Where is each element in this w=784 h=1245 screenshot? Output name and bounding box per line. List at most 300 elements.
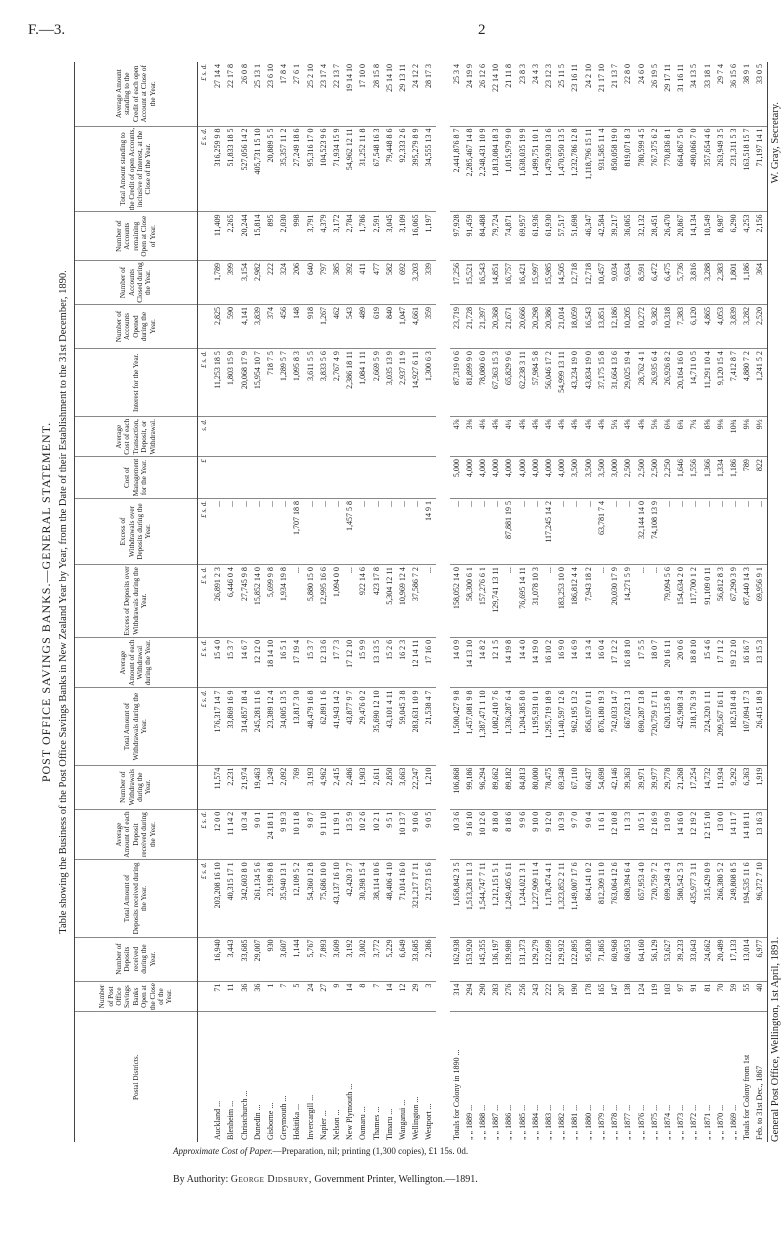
year-row (687, 62, 700, 1142)
year-row (450, 62, 463, 1142)
table-cell: 283 (489, 981, 502, 1012)
table-cell: 692 (396, 260, 409, 304)
table-cell: 2,767 4 9 (330, 349, 343, 417)
table-cell: 33,685 (409, 937, 422, 981)
table-cell: 20,867 (674, 212, 687, 260)
table-cell: 36 (251, 981, 264, 1012)
table-cell: 10,457 (595, 260, 608, 304)
table-cell: 364 (753, 260, 767, 304)
table-cell: 4,000 (502, 457, 515, 499)
table-cell: 6,363 (740, 765, 753, 809)
table-cell: 15 4 0 (211, 637, 224, 688)
table-cell: 10 3 9 (555, 809, 568, 860)
table-cell: 3,772 (370, 937, 383, 981)
table-cell: „ „ 1881 ... (570, 1104, 580, 1140)
table-cell: ... (277, 498, 290, 564)
table-cell: 40,315 17 1 (224, 860, 237, 937)
table-cell: 26,415 18 9 (753, 688, 767, 765)
table-cell: 590 (224, 305, 237, 349)
table-cell (277, 417, 290, 457)
table-cell: 435,977 3 11 (687, 860, 700, 937)
table-cell: 2,520 (753, 305, 767, 349)
table-cell: 9 0 4 (582, 809, 595, 860)
table-cell: 21 17 10 (595, 62, 608, 126)
printer-imprint (173, 1174, 478, 1185)
table-cell: 1,803 15 9 (224, 349, 237, 417)
table-cell: 10 12 6 (476, 809, 489, 860)
table-cell: 89,182 (502, 765, 515, 809)
table-cell: 4,000 (516, 457, 529, 499)
table-cell: 3,172 (330, 212, 343, 260)
table-cell: ... (224, 498, 237, 564)
table-cell: 207 (555, 981, 568, 1012)
table-cell: 5,736 (674, 260, 687, 304)
table-cell: ... (409, 498, 422, 564)
table-cell: 119 (648, 981, 661, 1012)
table-cell: £ s. d. (198, 498, 212, 564)
table-cell: 4,141 (238, 305, 251, 349)
table-cell: 84,813 (516, 765, 529, 809)
table-cell: 1,210 (422, 765, 435, 809)
imprint-suffix: Government Printer, Wellington.—1891. (314, 1174, 478, 1185)
table-cell: „ „ 1870 ... (715, 1104, 725, 1140)
table-cell: „ „ 1878 ... (610, 1104, 620, 1140)
table-cell: 1,300 6 3 (422, 349, 435, 417)
table-cell: 34,555 13 4 (422, 126, 435, 212)
table-cell: 664,867 5 0 (674, 126, 687, 212)
table-cell: 9½ (753, 417, 767, 457)
table-cell: 18 0 7 (648, 637, 661, 688)
table-cell: 29 13 11 (396, 62, 409, 126)
year-row (582, 62, 595, 1142)
table-cell: 9,292 (727, 765, 740, 809)
table-cell: 131,373 (516, 937, 529, 981)
table-cell: 10 13 7 (396, 809, 409, 860)
table-cell: Feb. to 31st Dec., 1867 (753, 1012, 767, 1142)
table-cell: 182,518 4 8 (727, 688, 740, 765)
table-cell: „ „ 1877 ... (623, 1104, 633, 1140)
table-cell: 876,180 19 3 (595, 688, 608, 765)
table-cell: 22 17 8 (224, 62, 237, 126)
table-cell: 10 3 4 (238, 809, 251, 860)
district-row (422, 62, 435, 1142)
table-cell: 3,282 (740, 305, 753, 349)
table-cell: 7 (277, 981, 290, 1012)
column-header: Number of Withdrawals during the Year. (75, 765, 198, 809)
table-cell: 12 0 0 (211, 809, 224, 860)
table-cell: 71,197 14 1 (753, 126, 767, 212)
district-row (409, 62, 422, 1142)
table-cell: 39,217 (608, 212, 621, 260)
table-cell: 42,146 (608, 765, 621, 809)
table-cell: 61,930 (542, 212, 555, 260)
table-cell: 1,638,035 19 9 (516, 126, 529, 212)
table-cell: 9 12 0 (542, 809, 555, 860)
table-cell: 840 (383, 305, 396, 349)
table-cell: ... (582, 498, 595, 564)
table-cell: 16,757 (502, 260, 515, 304)
table-cell (383, 417, 396, 457)
table-cell: 129,279 (529, 937, 542, 981)
table-cell: 59,045 3 8 (396, 688, 409, 765)
district-row (211, 62, 224, 1142)
table-cell: 39,233 (674, 937, 687, 981)
table-cell: 95,316 17 0 (304, 126, 317, 212)
table-cell: „ „ 1873 ... (676, 1104, 686, 1140)
table-cell: 60,968 (608, 937, 621, 981)
table-cell: 15,985 (542, 260, 555, 304)
table-cell: 14,711 0 5 (687, 349, 700, 417)
table-cell: 32,144 14 0 (635, 498, 648, 564)
table-cell: 4,661 (409, 305, 422, 349)
table-cell (290, 417, 303, 457)
table-cell: 55 (740, 981, 753, 1012)
table-cell: 24 6 0 (635, 62, 648, 126)
table-cell: 1,336,287 6 4 (502, 688, 515, 765)
table-cell: ... (687, 498, 700, 564)
table-cell: 5¼ (608, 417, 621, 457)
table-cell: 9,034 (608, 260, 621, 304)
table-cell: 1,227,909 11 4 (529, 860, 542, 937)
table-cell: 14 0 9 (450, 637, 463, 688)
table-cell: 17 11 2 (714, 637, 727, 688)
table-cell: 2,383 (714, 260, 727, 304)
table-cell: 489 (356, 305, 369, 349)
table-cell: 32,132 (635, 212, 648, 260)
table-cell: 26 0 8 (238, 62, 251, 126)
table-cell: 22 8 0 (621, 62, 634, 126)
table-cell: 79,094 5 6 (661, 565, 674, 638)
table-cell: 23 12 3 (542, 62, 555, 126)
table-cell: 243 (529, 981, 542, 1012)
table-cell: 106,868 (450, 765, 463, 809)
table-cell: 3,663 (396, 765, 409, 809)
table-cell: 17,254 (687, 765, 700, 809)
table-cell: 4,962 (317, 765, 330, 809)
table-cell: 10¾ (727, 417, 740, 457)
table-cell: ... (740, 498, 753, 564)
table-cell: 8 18 6 (502, 809, 515, 860)
column-header: Cost of Management for the Year. (75, 457, 198, 499)
table-cell: 67,290 3 9 (727, 565, 740, 638)
table-cell: 797 (317, 260, 330, 304)
table-cell: 7,412 8 7 (727, 349, 740, 417)
table-cell: 36 15 6 (727, 62, 740, 126)
table-cell: „ „ 1871 ... (702, 1104, 712, 1140)
table-cell: £ (198, 457, 212, 499)
table-cell: 4⅝ (555, 417, 568, 457)
table-cell: 31,252 11 8 (356, 126, 369, 212)
table-cell: ... (555, 498, 568, 564)
table-cell: 71 (211, 981, 224, 1012)
table-cell: 62,238 3 11 (516, 349, 529, 417)
table-cell: 2,486 (343, 765, 356, 809)
table-cell (330, 457, 343, 499)
table-cell: 28,762 4 1 (635, 349, 648, 417)
table-cell: 290 (476, 981, 489, 1012)
table-cell: 122,895 (568, 937, 581, 981)
table-cell: 4⅞ (450, 417, 463, 457)
table-cell: 99,186 (463, 765, 476, 809)
table-cell: 7 (370, 981, 383, 1012)
table-cell: ... (635, 565, 648, 638)
table-cell: 42,584 (595, 212, 608, 260)
table-cell: 64,160 (635, 937, 648, 981)
table-cell: 1,500,427 9 8 (450, 688, 463, 765)
table-cell: 2,669 5 9 (370, 349, 383, 417)
year-row (635, 62, 648, 1142)
table-cell: 3,839 (727, 305, 740, 349)
table-cell: 18 8 10 (687, 637, 700, 688)
table-cell: 14 13 10 (463, 637, 476, 688)
table-cell: 14 8 2 (476, 637, 489, 688)
table-cell: 79,448 8 6 (383, 126, 396, 212)
table-cell: 2,250 (661, 457, 674, 499)
table-cell: 3,045 (383, 212, 396, 260)
table-cell: 14 6 7 (238, 637, 251, 688)
table-cell (211, 457, 224, 499)
table-cell: 16 2 3 (396, 637, 409, 688)
table-cell: 339 (422, 260, 435, 304)
table-cell: 1,047 (396, 305, 409, 349)
table-cell: 54,360 12 8 (304, 860, 317, 937)
table-cell: 87,881 19 5 (502, 498, 515, 564)
table-cell: 819,071 8 3 (621, 126, 634, 212)
table-cell: 17 10 0 (356, 62, 369, 126)
table-cell: 3,193 (304, 765, 317, 809)
table-cell: 26,891 2 3 (211, 565, 224, 638)
table-cell: 5,229 (383, 937, 396, 981)
table-cell: 154,634 2 0 (674, 565, 687, 638)
column-header: Average Amount of each Deposit received during the Year. (75, 809, 198, 860)
table-cell: 4,000 (463, 457, 476, 499)
table-cell: 1,295,719 18 9 (542, 688, 555, 765)
table-cell: £ s. d. (198, 809, 212, 860)
table-cell: „ „ 1880 ... (583, 1104, 593, 1140)
year-row (701, 62, 714, 1142)
table-cell: 59 (727, 981, 740, 1012)
table-cell: ... (290, 565, 303, 638)
table-cell: 3⅜ (463, 417, 476, 457)
table-cell: 91,459 (463, 212, 476, 260)
table-cell: 1,813,084 18 3 (489, 126, 502, 212)
table-cell: Westport ... (424, 1103, 434, 1140)
table-cell: ... (489, 498, 502, 564)
table-cell: 4⅝ (635, 417, 648, 457)
table-cell: 15,521 (463, 260, 476, 304)
year-row (753, 62, 767, 1142)
table-cell: 9 19 3 (277, 809, 290, 860)
table-cell: 770,836 8 1 (661, 126, 674, 212)
year-row (516, 62, 529, 1142)
table-cell: 97,928 (450, 212, 463, 260)
table-cell: 76,695 14 11 (516, 565, 529, 638)
district-row (304, 62, 317, 1142)
table-cell: 19 12 10 (727, 637, 740, 688)
table-cell: 31,078 10 3 (529, 565, 542, 638)
table-cell: 4⅝ (542, 417, 555, 457)
year-row (502, 62, 515, 1142)
table-cell: 3 (422, 981, 435, 1012)
district-row (343, 62, 356, 1142)
table-cell: 24,662 (701, 937, 714, 981)
table-cell: ... (264, 498, 277, 564)
table-cell: 107,094 17 3 (740, 688, 753, 765)
column-header: Interest for the Year. (75, 349, 198, 417)
spacer-row (436, 62, 450, 1142)
table-cell: 3,609 (330, 937, 343, 981)
table-cell: 153,920 (463, 937, 476, 981)
table-cell: 27 (317, 981, 330, 1012)
table-cell: 1,232,786 12 8 (568, 126, 581, 212)
table-cell: 16,065 (409, 212, 422, 260)
table-cell: 53,627 (661, 937, 674, 981)
year-row (608, 62, 621, 1142)
table-cell: 3,839 (251, 305, 264, 349)
table-cell: 1,323,852 2 11 (555, 860, 568, 937)
table-cell: 147 (608, 981, 621, 1012)
table-cell: 3,611 5 5 (304, 349, 317, 417)
table-cell: 11 6 1 (595, 809, 608, 860)
table-cell: 490,066 7 0 (687, 126, 700, 212)
table-cell: 922 14 6 (356, 565, 369, 638)
table-cell: 33 18 1 (701, 62, 714, 126)
table-cell (264, 457, 277, 499)
table-cell: 158,052 14 0 (450, 565, 463, 638)
table-cell: 718 7 5 (264, 349, 277, 417)
table-cell (304, 417, 317, 457)
table-cell (409, 417, 422, 457)
table-cell: 9 8 7 (304, 809, 317, 860)
table-cell: 1,144 (290, 937, 303, 981)
table-cell: 12 15 10 (701, 809, 714, 860)
table-cell: 423 17 8 (370, 565, 383, 638)
table-cell: 527,056 14 2 (238, 126, 251, 212)
table-cell: 186,812 4 4 (568, 565, 581, 638)
table-cell: 9⅛ (714, 417, 727, 457)
column-header: Total Amount standing to the Credit of open Accounts, inclusive of Interest, at the Close of the Year. (75, 126, 198, 212)
table-cell: ... (304, 498, 317, 564)
table-cell: 20,244 (238, 212, 251, 260)
table-cell: 70 (714, 981, 727, 1012)
table-cell: 14,851 (489, 260, 502, 304)
table-cell: 619 (370, 305, 383, 349)
table-cell: 17 19 4 (290, 637, 303, 688)
table-cell: 21,728 (463, 305, 476, 349)
table-cell: 20 0 6 (674, 637, 687, 688)
table-cell: 14,271 5 9 (621, 565, 634, 638)
table-cell: 742,033 14 7 (608, 688, 621, 765)
table-cell: 256 (516, 981, 529, 1012)
table-cell: ... (476, 498, 489, 564)
table-cell: 1,118,796 15 11 (582, 126, 595, 212)
table-cell: 12,186 (608, 305, 621, 349)
table-cell: 34 13 5 (687, 62, 700, 126)
table-cell: „ „ 1889 ... (464, 1104, 474, 1140)
table-cell: Gisborne ... (266, 1102, 276, 1140)
table-cell: 7¼ (687, 417, 700, 457)
table-cell: ... (396, 498, 409, 564)
table-cell: 324 (277, 260, 290, 304)
table-cell: 7,893 (317, 937, 330, 981)
table-cell: 2,285,467 14 8 (463, 126, 476, 212)
table-cell: ... (450, 498, 463, 564)
table-cell: 3,500 (568, 457, 581, 499)
district-row (330, 62, 343, 1142)
table-cell: 357,654 4 6 (701, 126, 714, 212)
table-cell: 918 (304, 305, 317, 349)
table-cell: 12 16 9 (648, 809, 661, 860)
district-row (264, 62, 277, 1142)
table-cell: 95,830 (582, 937, 595, 981)
table-cell: 14 3 4 (582, 637, 595, 688)
table-cell: 25 3 4 (450, 62, 463, 126)
table-cell: 12 13 6 (317, 637, 330, 688)
table-cell (224, 457, 237, 499)
table-cell: 11 14 2 (224, 809, 237, 860)
table-cell (317, 417, 330, 457)
table-cell: 1,801 (727, 260, 740, 304)
table-cell: 17,133 (727, 937, 740, 981)
table-cell: 16 18 10 (621, 637, 634, 688)
table-cell: 24 4 3 (529, 62, 542, 126)
table-cell: 163,518 15 7 (740, 126, 753, 212)
table-cell: 21 13 7 (608, 62, 621, 126)
table-cell: 895 (264, 212, 277, 260)
table-body (198, 62, 768, 1142)
table-cell: ... (422, 565, 435, 638)
table-cell: 8,987 (714, 212, 727, 260)
units-row (198, 62, 212, 1142)
table-cell: 21,014 (555, 305, 568, 349)
district-row (277, 62, 290, 1142)
table-cell: 456 (277, 305, 290, 349)
spacer-cell (436, 62, 450, 1142)
table-cell: 19,463 (251, 765, 264, 809)
table-cell: 1,544,747 7 11 (476, 860, 489, 937)
table-cell: £ s. d. (198, 349, 212, 417)
table-cell: 43,834 19 0 (582, 349, 595, 417)
table-footer (768, 62, 784, 1142)
table-cell: Timaru ... (384, 1108, 394, 1140)
column-header: Average Amount of each Withdrawal during the Year. (75, 637, 198, 688)
table-cell: 15,954 10 7 (251, 349, 264, 417)
table-cell (198, 765, 212, 809)
table-cell: „ „ 1879 ... (596, 1104, 606, 1140)
table-cell: 17 12 2 (608, 637, 621, 688)
table-cell: 4⅛ (476, 417, 489, 457)
table-cell: 6⅛ (661, 417, 674, 457)
table-cell: 23,719 (450, 305, 463, 349)
table-cell: Hokitika ... (292, 1104, 302, 1140)
table-cell: 81,899 9 0 (463, 349, 476, 417)
table-cell: 20,368 (489, 305, 502, 349)
table-cell: 136,197 (489, 937, 502, 981)
table-cell: 231,311 5 3 (727, 126, 740, 212)
table-cell: 395,279 8 9 (409, 126, 422, 212)
table-cell: 1,387,471 1 10 (476, 688, 489, 765)
table-cell: 15 3 7 (224, 637, 237, 688)
table-cell: 10,318 (661, 305, 674, 349)
table-cell: 65,829 9 6 (502, 349, 515, 417)
table-cell: 294 (463, 981, 476, 1012)
table-cell: 5⅛ (648, 417, 661, 457)
table-cell: 20 16 11 (661, 637, 674, 688)
table-cell: 57,984 5 8 (529, 349, 542, 417)
table-cell: 2,441,876 8 7 (450, 126, 463, 212)
table-cell: ... (238, 498, 251, 564)
table-cell: 12 19 2 (687, 809, 700, 860)
